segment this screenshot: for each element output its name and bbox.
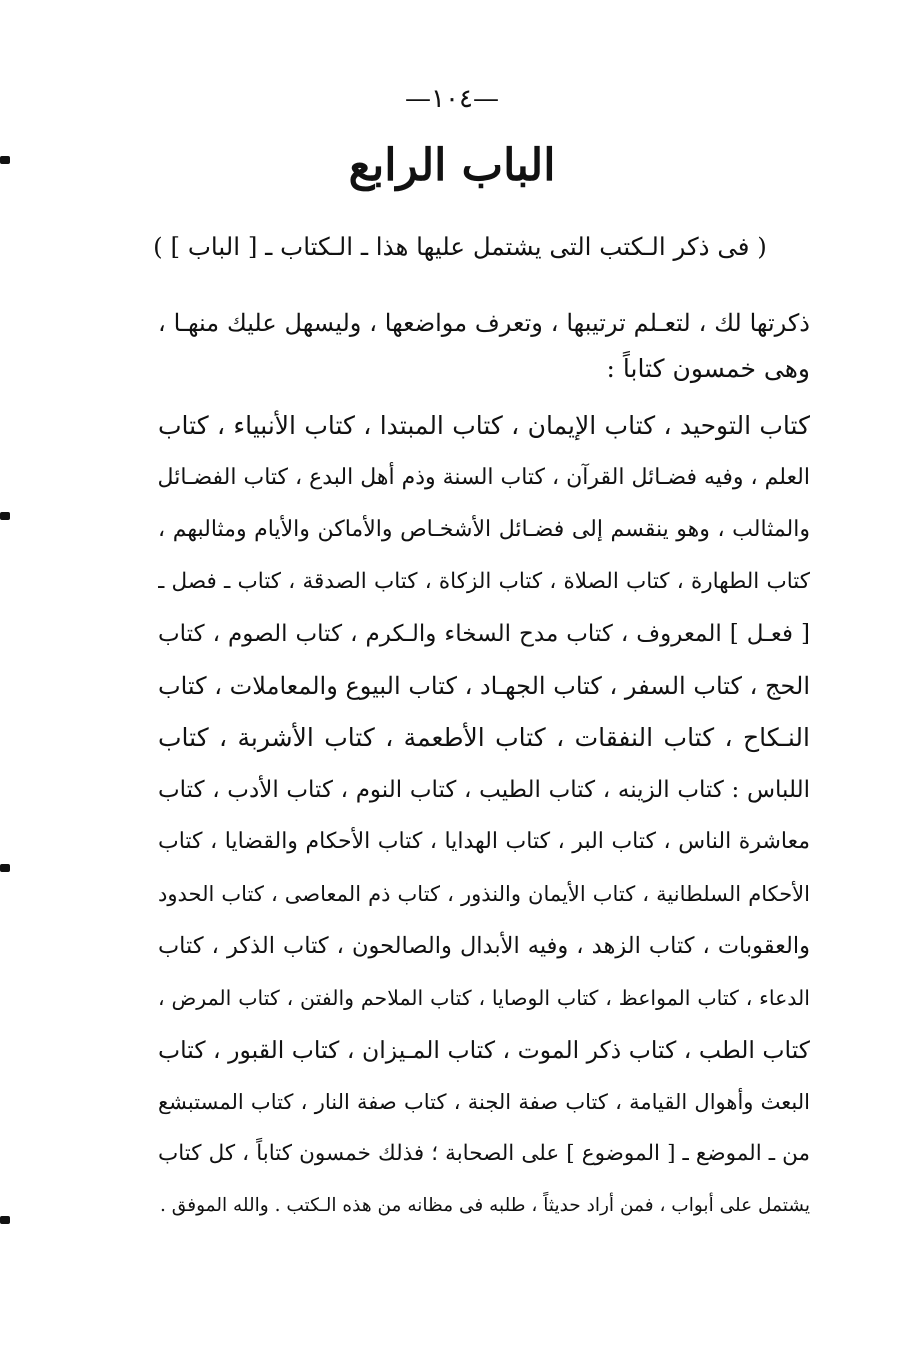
text-line: كتاب الطهارة ، كتاب الصلاة ، كتاب الزكاة ، كتاب الصدقة ، كتاب ـ فصل ـ — [158, 569, 810, 594]
text-line: الحج ، كتاب السفر ، كتاب الجهـاد ، كتاب البيوع والمعاملات ، كتاب — [158, 672, 810, 700]
binding-mark — [0, 1216, 10, 1224]
text-line: النـكاح ، كتاب النفقات ، كتاب الأطعمة ، كتاب الأشربة ، كتاب — [158, 723, 810, 752]
intro-paragraph — [158, 300, 810, 392]
text-line: كتاب الطب ، كتاب ذكر الموت ، كتاب المـيزان ، كتاب القبور ، كتاب — [158, 1036, 810, 1064]
chapter-title: الباب الرابع — [348, 140, 556, 191]
text-line: وهى خمسون كتاباً : — [606, 354, 810, 383]
text-line: كتاب التوحيد ، كتاب الإيمان ، كتاب المبتدا ، كتاب الأنبياء ، كتاب — [158, 411, 810, 440]
text-line: الدعاء ، كتاب المواعظ ، كتاب الوصايا ، كتاب الملاحم والفتن ، كتاب المرض ، — [158, 986, 810, 1010]
text-line: من ـ الموضع ـ [ الموضوع ] على الصحابة ؛ فذلك خمسون كتاباً ، كل كتاب — [158, 1141, 810, 1166]
text-line: والمثالب ، وهو ينقسم إلى فضـائل الأشخـاص والأماكن والأيام ومثالبهم ، — [158, 517, 810, 542]
text-line: البعث وأهوال القيامة ، كتاب صفة الجنة ، كتاب صفة النار ، كتاب المستبشع — [158, 1090, 810, 1114]
text-line: ذكرتها لك ، لتعـلم ترتيبها ، وتعرف مواضعها ، وليسهل عليك منهـا ، — [158, 309, 810, 337]
text-line: الأحكام السلطانية ، كتاب الأيمان والنذور ، كتاب ذم المعاصى ، كتاب الحدود — [158, 882, 810, 906]
text-line: معاشرة الناس ، كتاب البر ، كتاب الهدايا ، كتاب الأحكام والقضايا ، كتاب — [158, 829, 810, 854]
text-line: والعقوبات ، كتاب الزهد ، وفيه الأبدال والصالحون ، كتاب الذكر ، كتاب — [158, 933, 810, 959]
text-line: يشتمل على أبواب ، فمن أراد حديثاً ، طلبه فى مظانه من هذه الـكتب . والله الموفق . — [160, 1195, 810, 1216]
book-list-paragraph — [158, 400, 810, 1232]
chapter-subtitle: ( فى ذكر الـكتب التى يشتمل عليها هذا ـ الـكتاب ـ [ الباب ] ) — [153, 232, 767, 261]
page-number: —١٠٤— — [405, 84, 499, 114]
binding-mark — [0, 512, 10, 520]
binding-mark — [0, 864, 10, 872]
text-line: اللباس : كتاب الزينه ، كتاب الطيب ، كتاب النوم ، كتاب الأدب ، كتاب — [158, 777, 810, 803]
text-line: العلم ، وفيه فضـائل القرآن ، كتاب السنة وذم أهل البدع ، كتاب الفضـائل — [158, 465, 810, 490]
binding-mark — [0, 156, 10, 164]
text-line: [ فعـل ] المعروف ، كتاب مدح السخاء والـكرم ، كتاب الصوم ، كتاب — [158, 621, 810, 647]
